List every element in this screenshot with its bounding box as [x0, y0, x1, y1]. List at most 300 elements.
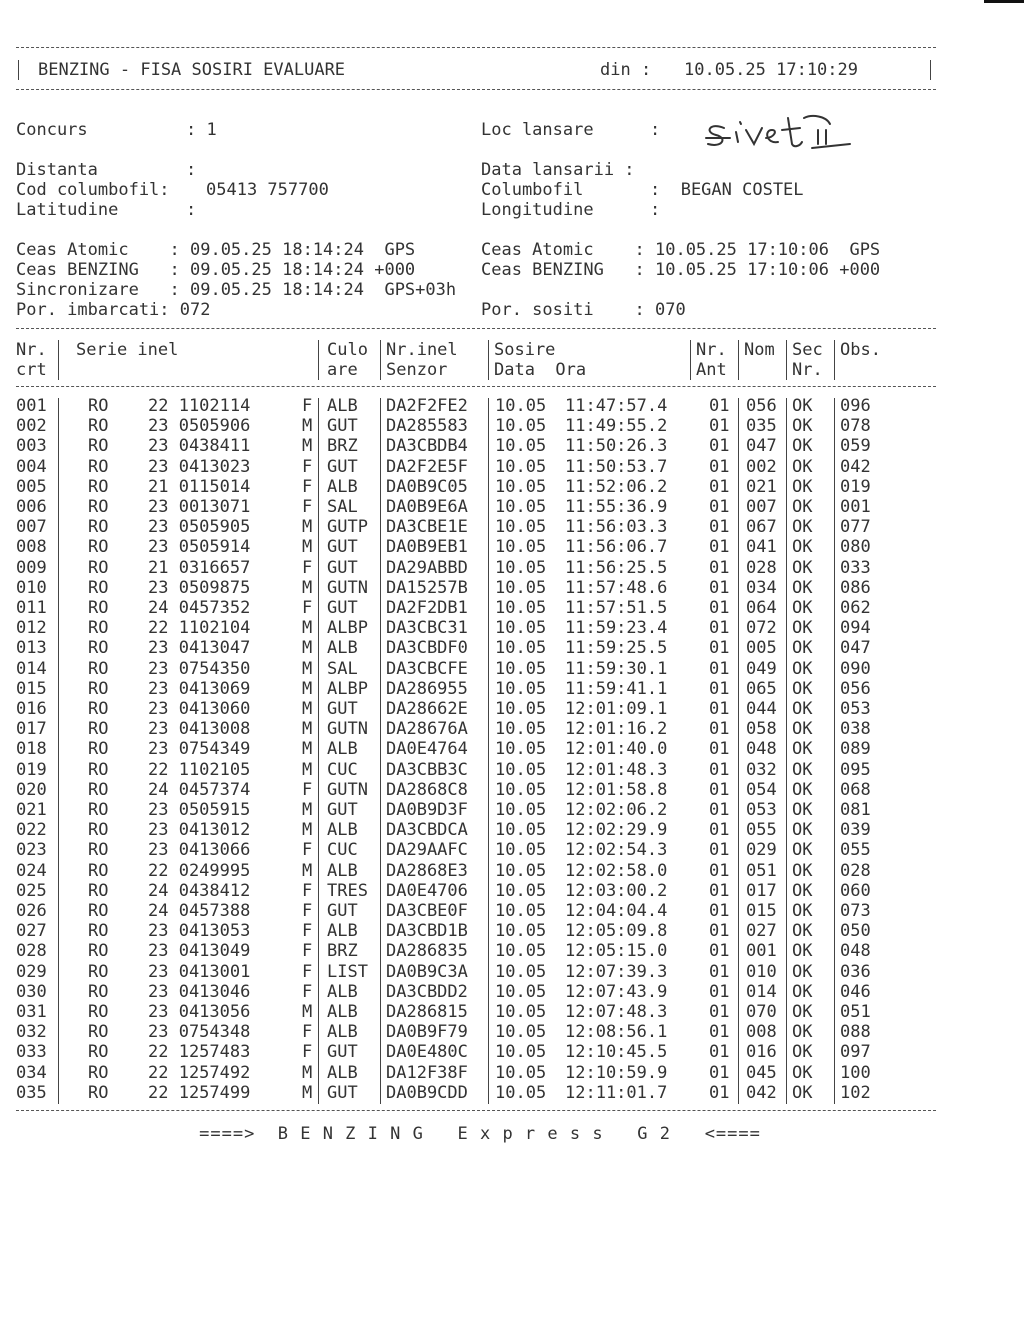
ring-serial-cell: 22 1102104	[148, 618, 251, 639]
row-number-cell: 017	[16, 719, 47, 740]
row-number-cell: 020	[16, 779, 47, 800]
divider	[380, 340, 381, 380]
th-crt: crt	[16, 360, 47, 380]
ceas-atomic-right: Ceas Atomic : 10.05.25 17:10:06 GPS	[481, 240, 881, 260]
divider	[16, 328, 936, 329]
arrival-date-cell: 10.05	[495, 517, 547, 538]
arrival-time-cell: 11:56:06.7	[565, 537, 668, 558]
nr-ant-cell: 01	[709, 537, 730, 558]
table-row	[16, 638, 936, 658]
arrival-date-cell: 10.05	[495, 739, 547, 760]
arrival-time-cell: 11:56:25.5	[565, 557, 668, 578]
table-row	[16, 396, 936, 416]
nr-ant-cell: 01	[709, 476, 730, 497]
color-cell: LIST	[327, 961, 368, 982]
arrival-date-cell: 10.05	[495, 598, 547, 618]
sex-cell: F	[302, 476, 313, 497]
color-cell: GUT	[327, 416, 358, 437]
color-cell: GUT	[327, 1042, 358, 1063]
country-code-cell: RO	[88, 1062, 109, 1083]
obs-cell: 036	[840, 961, 871, 982]
th-sec-nr: Nr.	[792, 360, 823, 380]
country-code-cell: RO	[88, 921, 109, 942]
nom-cell: 032	[746, 759, 777, 780]
ring-serial-cell: 22 1257483	[148, 1042, 251, 1063]
nom-cell: 014	[746, 981, 777, 1002]
nr-ant-cell: 01	[709, 1082, 730, 1103]
nr-ant-cell: 01	[709, 577, 730, 598]
table-row	[16, 982, 936, 1002]
footer-banner: ====> B E N Z I N G E x p r e s s G 2 <====	[199, 1124, 761, 1144]
color-cell: ALB	[327, 739, 358, 760]
nr-ant-cell: 01	[709, 1002, 730, 1022]
table-row	[16, 780, 936, 800]
sec-status-cell: OK	[792, 678, 813, 699]
sex-cell: M	[302, 800, 313, 820]
obs-cell: 039	[840, 820, 871, 841]
concurs-label: Concurs	[16, 120, 88, 140]
obs-cell: 077	[840, 517, 871, 538]
sec-status-cell: OK	[792, 598, 813, 618]
data-lansarii-label: Data lansarii :	[481, 160, 635, 180]
arrival-date-cell: 10.05	[495, 961, 547, 982]
obs-cell: 096	[840, 396, 871, 416]
color-cell: GUTP	[327, 517, 368, 538]
sec-status-cell: OK	[792, 820, 813, 841]
ring-serial-cell: 23 0505906	[148, 416, 251, 437]
nom-cell: 016	[746, 1042, 777, 1063]
nr-ant-cell: 01	[709, 699, 730, 719]
sex-cell: F	[302, 901, 313, 921]
scan-corner-mark	[984, 0, 1024, 3]
obs-cell: 094	[840, 618, 871, 639]
color-cell: ALB	[327, 1022, 358, 1043]
sec-status-cell: OK	[792, 396, 813, 416]
color-cell: ALBP	[327, 618, 368, 639]
ring-serial-cell: 22 1102105	[148, 759, 251, 780]
row-number-cell: 035	[16, 1082, 47, 1103]
loc-lansare-sep: :	[650, 120, 661, 140]
country-code-cell: RO	[88, 961, 109, 982]
color-cell: ALB	[327, 820, 358, 841]
country-code-cell: RO	[88, 416, 109, 437]
obs-cell: 047	[840, 638, 871, 659]
arrival-date-cell: 10.05	[495, 981, 547, 1002]
sec-status-cell: OK	[792, 880, 813, 901]
sex-cell: M	[302, 638, 313, 659]
country-code-cell: RO	[88, 941, 109, 962]
arrival-date-cell: 10.05	[495, 840, 547, 861]
row-number-cell: 027	[16, 921, 47, 942]
nom-cell: 056	[746, 396, 777, 416]
table-row	[16, 1083, 936, 1103]
arrival-time-cell: 12:05:15.0	[565, 941, 668, 962]
arrival-date-cell: 10.05	[495, 396, 547, 416]
arrival-time-cell: 11:57:51.5	[565, 598, 668, 618]
nr-ant-cell: 01	[709, 921, 730, 942]
arrival-date-cell: 10.05	[495, 860, 547, 881]
sensor-id-cell: DA3CBC31	[386, 618, 468, 639]
sec-status-cell: OK	[792, 941, 813, 962]
obs-cell: 060	[840, 880, 871, 901]
ring-serial-cell: 23 0754350	[148, 658, 251, 679]
sensor-id-cell: DA3CBDD2	[386, 981, 468, 1002]
ceas-benzing-right: Ceas BENZING : 10.05.25 17:10:06 +000	[481, 260, 881, 280]
arrival-date-cell: 10.05	[495, 800, 547, 820]
table-row	[16, 901, 936, 921]
sex-cell: F	[302, 1022, 313, 1043]
ring-serial-cell: 23 0413053	[148, 921, 251, 942]
ring-serial-cell: 23 0754348	[148, 1022, 251, 1043]
sec-status-cell: OK	[792, 1082, 813, 1103]
ring-serial-cell: 23 0413047	[148, 638, 251, 659]
row-number-cell: 021	[16, 800, 47, 820]
ring-serial-cell: 23 0413069	[148, 678, 251, 699]
arrival-time-cell: 12:07:43.9	[565, 981, 668, 1002]
row-number-cell: 026	[16, 901, 47, 921]
nom-cell: 035	[746, 416, 777, 437]
obs-cell: 033	[840, 557, 871, 578]
ring-serial-cell: 21 0316657	[148, 557, 251, 578]
nr-ant-cell: 01	[709, 1062, 730, 1083]
color-cell: ALB	[327, 638, 358, 659]
table-row	[16, 719, 936, 739]
obs-cell: 078	[840, 416, 871, 437]
sensor-id-cell: DA3CBD1B	[386, 921, 468, 942]
sensor-id-cell: DA0B9EB1	[386, 537, 468, 558]
nom-cell: 058	[746, 719, 777, 740]
divider	[16, 386, 936, 387]
arrival-date-cell: 10.05	[495, 880, 547, 901]
ring-serial-cell: 23 0438411	[148, 436, 251, 457]
nr-ant-cell: 01	[709, 860, 730, 881]
country-code-cell: RO	[88, 1042, 109, 1063]
sex-cell: M	[302, 416, 313, 437]
country-code-cell: RO	[88, 517, 109, 538]
obs-cell: 086	[840, 577, 871, 598]
obs-cell: 097	[840, 1042, 871, 1063]
sex-cell: M	[302, 537, 313, 558]
row-number-cell: 033	[16, 1042, 47, 1063]
sec-status-cell: OK	[792, 759, 813, 780]
arrival-date-cell: 10.05	[495, 820, 547, 841]
nom-cell: 049	[746, 658, 777, 679]
sensor-id-cell: DA3CBDF0	[386, 638, 468, 659]
arrival-time-cell: 11:59:25.5	[565, 638, 668, 659]
sex-cell: M	[302, 618, 313, 639]
columbofil-label: Columbofil	[481, 180, 584, 200]
columbofil-value: : BEGAN COSTEL	[650, 180, 804, 200]
obs-cell: 088	[840, 1022, 871, 1043]
sec-status-cell: OK	[792, 921, 813, 942]
sex-cell: F	[302, 497, 313, 517]
color-cell: ALB	[327, 1062, 358, 1083]
nom-cell: 015	[746, 901, 777, 921]
table-row	[16, 497, 936, 517]
sincronizare: Sincronizare : 09.05.25 18:14:24 GPS+03h	[16, 280, 457, 300]
nom-cell: 055	[746, 820, 777, 841]
table-row	[16, 537, 936, 557]
table-row	[16, 457, 936, 477]
arrival-date-cell: 10.05	[495, 557, 547, 578]
divider	[930, 60, 931, 80]
th-nom: Nom	[744, 340, 775, 360]
row-number-cell: 001	[16, 396, 47, 416]
sex-cell: M	[302, 577, 313, 598]
sec-status-cell: OK	[792, 517, 813, 538]
sec-status-cell: OK	[792, 638, 813, 659]
nom-cell: 042	[746, 1082, 777, 1103]
obs-cell: 050	[840, 921, 871, 942]
table-row	[16, 1002, 936, 1022]
sex-cell: F	[302, 1042, 313, 1063]
longitudine-sep: :	[650, 200, 661, 220]
country-code-cell: RO	[88, 598, 109, 618]
country-code-cell: RO	[88, 880, 109, 901]
sec-status-cell: OK	[792, 557, 813, 578]
cod-columbofil-value: 05413 757700	[206, 180, 329, 200]
arrival-time-cell: 11:59:30.1	[565, 658, 668, 679]
nom-cell: 065	[746, 678, 777, 699]
sensor-id-cell: DA0B9C05	[386, 476, 468, 497]
concurs-value: : 1	[186, 120, 217, 140]
row-number-cell: 024	[16, 860, 47, 881]
color-cell: SAL	[327, 658, 358, 679]
arrival-date-cell: 10.05	[495, 719, 547, 740]
table-row	[16, 659, 936, 679]
obs-cell: 062	[840, 598, 871, 618]
nr-ant-cell: 01	[709, 638, 730, 659]
row-number-cell: 003	[16, 436, 47, 457]
loc-lansare-label: Loc lansare	[481, 120, 594, 140]
row-number-cell: 028	[16, 941, 47, 962]
arrival-time-cell: 12:05:09.8	[565, 921, 668, 942]
country-code-cell: RO	[88, 1002, 109, 1022]
sensor-id-cell: DA28676A	[386, 719, 468, 740]
distanta-sep: :	[186, 160, 197, 180]
distanta-label: Distanta	[16, 160, 98, 180]
obs-cell: 073	[840, 901, 871, 921]
sex-cell: F	[302, 840, 313, 861]
obs-cell: 102	[840, 1082, 871, 1103]
sec-status-cell: OK	[792, 779, 813, 800]
sex-cell: F	[302, 557, 313, 578]
ceas-atomic-left: Ceas Atomic : 09.05.25 18:14:24 GPS	[16, 240, 416, 260]
arrival-date-cell: 10.05	[495, 1082, 547, 1103]
cod-columbofil-label: Cod columbofil:	[16, 180, 170, 200]
country-code-cell: RO	[88, 739, 109, 760]
table-row	[16, 739, 936, 759]
table-row	[16, 558, 936, 578]
ring-serial-cell: 23 0413012	[148, 820, 251, 841]
nr-ant-cell: 01	[709, 759, 730, 780]
row-number-cell: 009	[16, 557, 47, 578]
arrival-date-cell: 10.05	[495, 699, 547, 719]
por-imbarcati: Por. imbarcati: 072	[16, 300, 211, 320]
nr-ant-cell: 01	[709, 456, 730, 477]
sensor-id-cell: DA2F2DB1	[386, 598, 468, 618]
report-title: BENZING - FISA SOSIRI EVALUARE	[38, 60, 346, 80]
ring-serial-cell: 23 0413008	[148, 719, 251, 740]
ring-serial-cell: 24 0457388	[148, 901, 251, 921]
table-row	[16, 1042, 936, 1062]
sec-status-cell: OK	[792, 961, 813, 982]
sec-status-cell: OK	[792, 416, 813, 437]
divider	[16, 47, 936, 48]
row-number-cell: 011	[16, 598, 47, 618]
ring-serial-cell: 22 0249995	[148, 860, 251, 881]
color-cell: ALB	[327, 1002, 358, 1022]
arrival-time-cell: 12:04:04.4	[565, 901, 668, 921]
ring-serial-cell: 23 0413056	[148, 1002, 251, 1022]
ring-serial-cell: 23 0413046	[148, 981, 251, 1002]
obs-cell: 053	[840, 699, 871, 719]
row-number-cell: 016	[16, 699, 47, 719]
color-cell: BRZ	[327, 436, 358, 457]
obs-cell: 090	[840, 658, 871, 679]
divider	[738, 340, 739, 380]
sex-cell: F	[302, 981, 313, 1002]
sex-cell: F	[302, 880, 313, 901]
arrival-date-cell: 10.05	[495, 577, 547, 598]
row-number-cell: 030	[16, 981, 47, 1002]
nom-cell: 002	[746, 456, 777, 477]
country-code-cell: RO	[88, 557, 109, 578]
sensor-id-cell: DA3CBDB4	[386, 436, 468, 457]
nr-ant-cell: 01	[709, 779, 730, 800]
arrival-time-cell: 12:02:58.0	[565, 860, 668, 881]
sensor-id-cell: DA29ABBD	[386, 557, 468, 578]
country-code-cell: RO	[88, 497, 109, 517]
table-row	[16, 598, 936, 618]
row-number-cell: 015	[16, 678, 47, 699]
color-cell: SAL	[327, 497, 358, 517]
sec-status-cell: OK	[792, 436, 813, 457]
obs-cell: 095	[840, 759, 871, 780]
obs-cell: 100	[840, 1062, 871, 1083]
color-cell: GUT	[327, 537, 358, 558]
nr-ant-cell: 01	[709, 880, 730, 901]
arrival-time-cell: 12:02:54.3	[565, 840, 668, 861]
sensor-id-cell: DA0B9C3A	[386, 961, 468, 982]
country-code-cell: RO	[88, 981, 109, 1002]
sex-cell: F	[302, 961, 313, 982]
country-code-cell: RO	[88, 1022, 109, 1043]
din-label: din :	[600, 60, 652, 80]
color-cell: ALB	[327, 921, 358, 942]
arrival-date-cell: 10.05	[495, 779, 547, 800]
arrival-time-cell: 12:01:58.8	[565, 779, 668, 800]
sex-cell: M	[302, 1082, 313, 1103]
nom-cell: 001	[746, 941, 777, 962]
sensor-id-cell: DA0E4764	[386, 739, 468, 760]
table-row	[16, 578, 936, 598]
color-cell: GUT	[327, 456, 358, 477]
color-cell: GUTN	[327, 779, 368, 800]
obs-cell: 055	[840, 840, 871, 861]
color-cell: ALB	[327, 981, 358, 1002]
ring-serial-cell: 23 0413049	[148, 941, 251, 962]
color-cell: GUT	[327, 1082, 358, 1103]
nom-cell: 005	[746, 638, 777, 659]
country-code-cell: RO	[88, 699, 109, 719]
row-number-cell: 018	[16, 739, 47, 760]
country-code-cell: RO	[88, 638, 109, 659]
nr-ant-cell: 01	[709, 557, 730, 578]
divider	[834, 340, 835, 380]
sex-cell: F	[302, 921, 313, 942]
th-data-ora: Data Ora	[494, 360, 587, 380]
row-number-cell: 032	[16, 1022, 47, 1043]
row-number-cell: 023	[16, 840, 47, 861]
sex-cell: M	[302, 678, 313, 699]
country-code-cell: RO	[88, 820, 109, 841]
table-row	[16, 921, 936, 941]
country-code-cell: RO	[88, 456, 109, 477]
arrival-time-cell: 12:01:40.0	[565, 739, 668, 760]
nr-ant-cell: 01	[709, 1022, 730, 1043]
color-cell: CUC	[327, 759, 358, 780]
sec-status-cell: OK	[792, 981, 813, 1002]
nr-ant-cell: 01	[709, 739, 730, 760]
country-code-cell: RO	[88, 476, 109, 497]
sensor-id-cell: DA0E4706	[386, 880, 468, 901]
row-number-cell: 019	[16, 759, 47, 780]
ring-serial-cell: 23 0413060	[148, 699, 251, 719]
sex-cell: M	[302, 860, 313, 881]
sensor-id-cell: DA12F38F	[386, 1062, 468, 1083]
obs-cell: 046	[840, 981, 871, 1002]
sex-cell: M	[302, 699, 313, 719]
arrival-time-cell: 11:49:55.2	[565, 416, 668, 437]
nom-cell: 048	[746, 739, 777, 760]
sec-status-cell: OK	[792, 1002, 813, 1022]
nom-cell: 010	[746, 961, 777, 982]
arrival-time-cell: 11:50:26.3	[565, 436, 668, 457]
sec-status-cell: OK	[792, 719, 813, 740]
table-row	[16, 679, 936, 699]
nr-ant-cell: 01	[709, 678, 730, 699]
row-number-cell: 029	[16, 961, 47, 982]
sec-status-cell: OK	[792, 537, 813, 558]
arrival-time-cell: 12:10:45.5	[565, 1042, 668, 1063]
sec-status-cell: OK	[792, 699, 813, 719]
ring-serial-cell: 24 0457352	[148, 598, 251, 618]
divider	[58, 340, 59, 380]
obs-cell: 068	[840, 779, 871, 800]
arrival-date-cell: 10.05	[495, 901, 547, 921]
arrival-time-cell: 12:01:16.2	[565, 719, 668, 740]
sensor-id-cell: DA0B9D3F	[386, 800, 468, 820]
obs-cell: 081	[840, 800, 871, 820]
country-code-cell: RO	[88, 800, 109, 820]
arrival-time-cell: 12:10:59.9	[565, 1062, 668, 1083]
obs-cell: 038	[840, 719, 871, 740]
table-row	[16, 881, 936, 901]
row-number-cell: 010	[16, 577, 47, 598]
arrival-time-cell: 11:47:57.4	[565, 396, 668, 416]
nr-ant-cell: 01	[709, 961, 730, 982]
arrival-date-cell: 10.05	[495, 678, 547, 699]
arrival-time-cell: 12:02:29.9	[565, 820, 668, 841]
arrival-date-cell: 10.05	[495, 658, 547, 679]
nom-cell: 051	[746, 860, 777, 881]
nr-ant-cell: 01	[709, 981, 730, 1002]
color-cell: ALB	[327, 476, 358, 497]
nr-ant-cell: 01	[709, 396, 730, 416]
arrival-date-cell: 10.05	[495, 1062, 547, 1083]
nom-cell: 034	[746, 577, 777, 598]
